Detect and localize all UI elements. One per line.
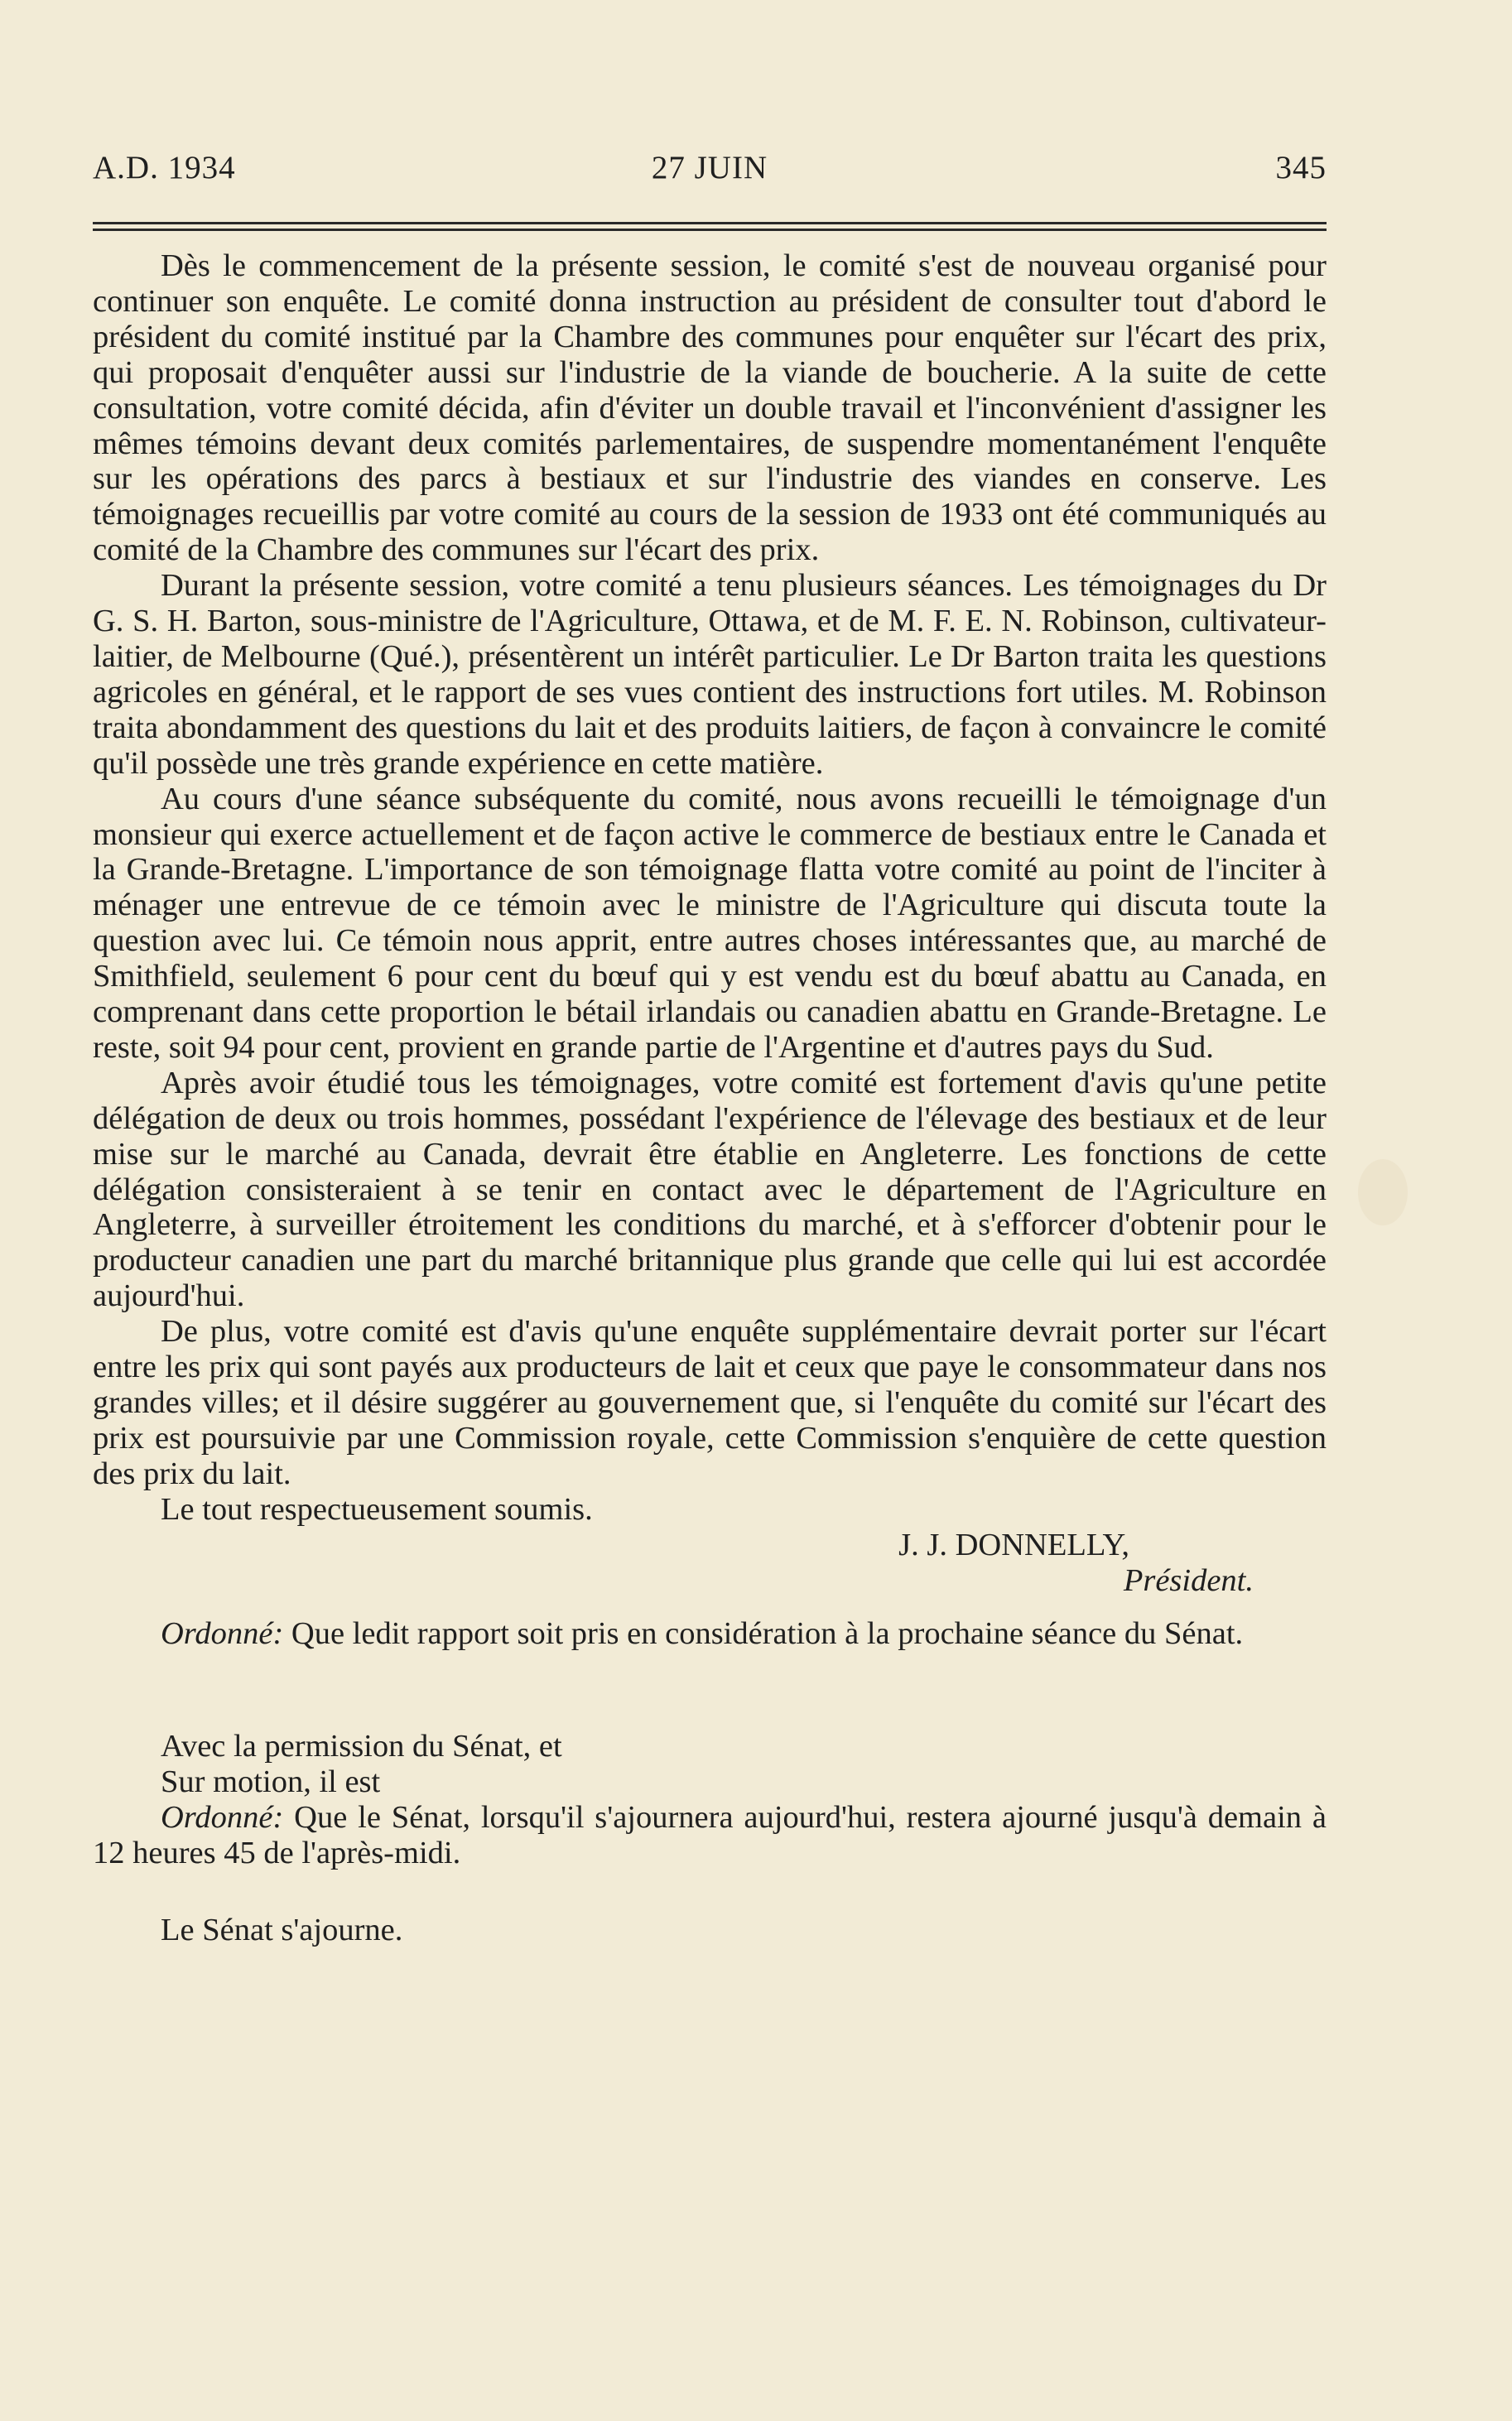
closing-line: Le tout respectueusement soumis. — [161, 1491, 593, 1527]
spacer — [93, 1652, 1327, 1729]
order-referral — [93, 1616, 1327, 1652]
paper-stain — [1358, 1159, 1408, 1225]
order-text: Que le Sénat, lorsqu'il s'ajournera aujourd'hui, restera ajourné jusqu'à demain à 12 heures 45 de l'après-midi. — [93, 1800, 1327, 1871]
adjournment-line: Le Sénat s'ajourne. — [161, 1912, 403, 1947]
motion-line: Sur motion, il est — [161, 1764, 381, 1800]
running-header — [93, 149, 1327, 195]
paragraph-1: Dès le commencement de la présente session, le comité s'est de nouveau organisé pour continuer son enquête. Le comité donna instruction au président de consulter tout d'abord le président du comité institué par la Chambre des communes pour enquêter sur l'écart des prix, qui proposait d'enquêter aussi sur l'industrie de la viande de boucherie. A la suite de cette consultation, votre comité décida, afin d'éviter un double travail et l'inconvénient d'assigner les mêmes témoins devant deux comités parlementaires, de suspendre momentanément l'enquête sur les opérations des parcs à bestiaux et sur l'industrie des viandes en conserve. Les témoignages recueillis par votre comité au cours de la session de 1933 ont été communiqués au comité de la Chambre des communes sur l'écart des prix. — [93, 248, 1327, 568]
order-label: Ordonné: — [161, 1616, 284, 1652]
signature-title: Président. — [1123, 1562, 1254, 1598]
paragraph-5: De plus, votre comité est d'avis qu'une enquête supplémentaire devrait porter sur l'écart entre les prix qui sont payés aux producteurs de lait et ceux que paye le consommateur dans nos grandes villes; et il désire suggérer au gouvernement que, si l'enquête du comité sur l'écart des prix est poursuivie par une Commission royale, cette Commission s'enquière de cette question des prix du lait. — [93, 1314, 1327, 1491]
order-adjournment — [93, 1800, 1327, 1871]
signature-name: J. J. DONNELLY, — [898, 1527, 1129, 1562]
header-date: 27 JUIN — [651, 150, 768, 185]
header-rule-bottom — [93, 229, 1327, 231]
permission-line: Avec la permission du Sénat, et — [161, 1729, 562, 1764]
spacer — [93, 1871, 1327, 1913]
header-year: A.D. 1934 — [93, 150, 236, 185]
header-rule-top — [93, 222, 1327, 224]
paragraph-3: Au cours d'une séance subséquente du comité, nous avons recueilli le témoignage d'un monsieur qui exerce actuellement et de façon active le commerce de bestiaux entre le Canada et la Grande-Bretagne. L'importance de son témoignage flatta votre comité au point de l'inciter à ménager une entrevue de ce témoin avec le ministre de l'Agriculture qui discuta toute la question avec lui. Ce témoin nous apprit, entre autres choses intéressantes que, au marché de Smithfield, seulement 6 pour cent du bœuf qui y est vendu est du bœuf abattu au Canada, en comprenant dans cette proportion le bétail irlandais ou canadien abattu en Grande-Bretagne. Le reste, soit 94 pour cent, provient en grande partie de l'Argentine et d'autres pays du Sud. — [93, 781, 1327, 1065]
page-number: 345 — [1275, 150, 1327, 185]
order-label: Ordonné: — [161, 1800, 284, 1836]
document-body — [93, 248, 1327, 1948]
order-text: Que ledit rapport soit pris en considération à la prochaine séance du Sénat. — [283, 1616, 1244, 1652]
paragraph-2: Durant la présente session, votre comité a tenu plusieurs séances. Les témoignages du Dr G. S. H. Barton, sous-ministre de l'Agriculture, Ottawa, et de M. F. E. N. Robinson, cultivateur-laitier, de Melbourne (Qué.), présentèrent un intérêt particulier. Le Dr Barton traita les questions agricoles en général, et le rapport de ses vues contient des instructions fort utiles. M. Robinson traita abondamment des questions du lait et des produits laitiers, de façon à convaincre le comité qu'il possède une très grande expérience en cette matière. — [93, 568, 1327, 781]
paragraph-4: Après avoir étudié tous les témoignages, votre comité est fortement d'avis qu'une petite délégation de deux ou trois hommes, possédant l'expérience de l'élevage des bestiaux et de leur mise sur le marché au Canada, devrait être établie en Angleterre. Les fonctions de cette délégation consisteraient à se tenir en contact avec le département de l'Agriculture en Angleterre, à surveiller étroitement les conditions du marché, et à s'efforcer d'obtenir pour le producteur canadien une part du marché britannique plus grande que celle qui lui est accordée aujourd'hui. — [93, 1065, 1327, 1314]
